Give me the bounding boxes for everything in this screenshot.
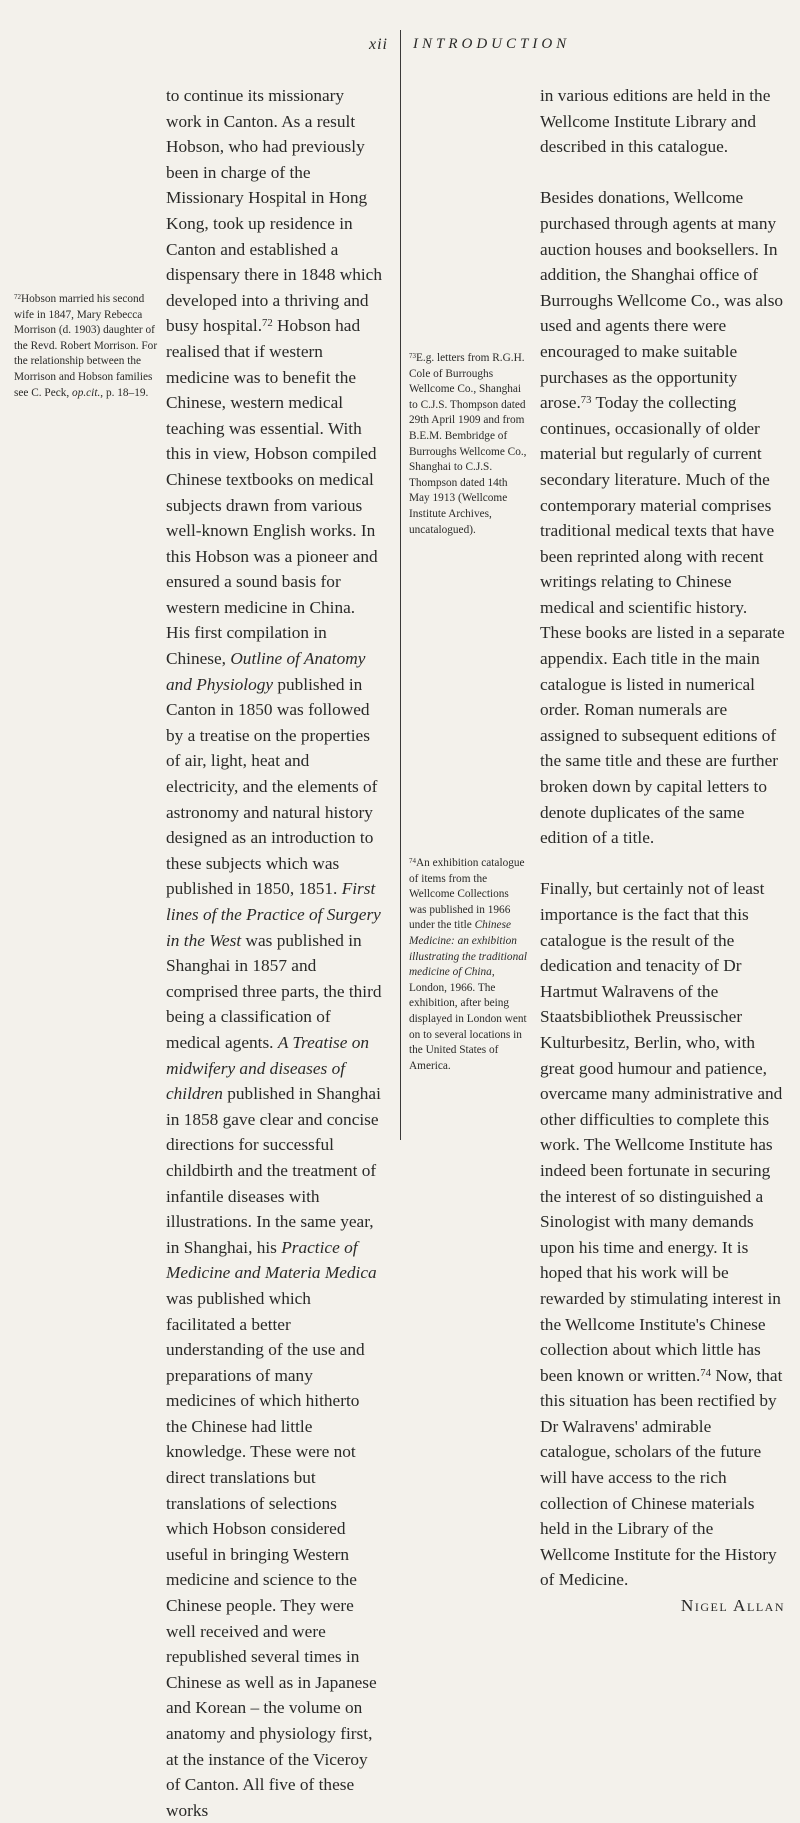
footnote-marker: 72 [14, 292, 21, 301]
book-title: Practice of Medicine and Materia Medica [166, 1237, 377, 1283]
footnote-ref-73: 73 [580, 394, 592, 407]
book-title: First lines of the Practice of Surgery in the West [166, 879, 381, 950]
footnote-74: $^{74}$An exhibition catalogue of items from the Wellcome Collections was published in 1966 under the title Chinese Medicine: an exhibition illustrating the traditional medicine of China, London, 1966. The exhibition, after being displayed in London went on to several locations in the United States of America. [409, 856, 527, 1072]
author-signature: Nigel Allan [680, 1596, 785, 1616]
right-text-column [540, 83, 785, 1619]
book-title: A Treatise on midwifery and diseases of children [166, 1032, 370, 1104]
body-paragraph: to continue its missionary work in Canton. As a result Hobson, who had previously been in charge of the Missionary Hospital in Hong Kong, took up residence in Canton and established a dispensary there in 1848 which developed into a thriving and busy hospital.$^{72}$ Hobson had realised that if western medicine was to benefit the Chinese, western medical teaching was essential. With this in view, Hobson compiled Chinese textbooks on medical subjects drawn from various well-known English works. In this Hobson was a pioneer and ensured a sound basis for western medicine in China. His first compilation in Chinese, Outline of Anatomy and Physiology published in Canton in 1850 was followed by a treatise on the properties of air, light, heat and electricity, and the elements of astronomy and natural history designed as an introduction to these subjects which was published in 1850, 1851. First lines of the Practice of Surgery in the West was published in Shanghai in 1857 and comprised three parts, the third being a classification of medical agents. A Treatise on midwifery and diseases of children published in Shanghai in 1858 gave clear and concise directions for successful childbirth and the treatment of infantile diseases with illustrations. In the same year, in Shanghai, his Practice of Medicine and Materia Medica was published which facilitated a better understanding of the use and preparations of many medicines of which hitherto the Chinese had little knowledge. These were not direct translations but translations of selections which Hobson considered useful in bringing Western medicine and science to the Chinese people. They were well received and were republished several times in Chinese as well as in Japanese and Korean – the volume on anatomy and physiology first, at the instance of the Viceroy of Canton. All five of these works [166, 86, 382, 1820]
header-divider [400, 30, 401, 80]
body-paragraph: Besides donations, Wellcome purchased through agents at many auction houses and booksellers. In addition, the Shanghai office of Burroughs Wellcome Co., was also used and agents there were encouraged to make suitable purchases as the opportunity arose.$^{73}$ Today the collecting continues, occasionally of older material but regularly of current secondary literature. Much of the contemporary material comprises traditional medical texts that have been reprinted along with recent writings relating to Chinese medical and scientific history. These books are listed in a separate appendix. Each title in the main catalogue is listed in numerical order. Roman numerals are assigned to subsequent editions of the same title and these are further broken down by capital letters to denote duplicates of the same edition of a title. [540, 188, 785, 848]
footnote-marker: 74 [409, 856, 416, 865]
running-head: INTRODUCTION [413, 36, 571, 52]
footnote-ref-74: 74 [700, 1366, 712, 1379]
body-paragraph: Finally, but certainly not of least importance is the fact that this catalogue is the result of the dedication and tenacity of Dr Hartmut Walravens of the Staatsbibliothek Preussischer Kulturbesitz, Berlin, who, with great good humour and patience, overcame many administrative and other difficulties to complete this work. The Wellcome Institute has indeed been fortunate in securing the interest of so distinguished a Sinologist with many demands upon his time and energy. It is hoped that his work will be rewarded by stimulating interest in the Wellcome Institute's Chinese collection about which little has been known or written.$^{74}$ Now, that this situation has been rectified by Dr Walravens' admirable catalogue, scholars of the future will have access to the rich collection of Chinese materials held in the Library of the Wellcome Institute for the History of Medicine. [540, 879, 783, 1590]
footnote-ref-72: 72 [262, 317, 273, 330]
column-divider [400, 80, 401, 1140]
footnote-73: $^{73}$E.g. letters from R.G.H. Cole of Burroughs Wellcome Co., Shanghai to C.J.S. Thompson dated 29th April 1909 and from B.E.M. Bembridge of Burroughs Wellcome Co., Shanghai to C.J.S. Thompson dated 14th May 1913 (Wellcome Institute Archives, uncatalogued). [409, 351, 527, 536]
book-title: Outline of Anatomy and Physiology [166, 649, 366, 694]
footnote-72: $^{72}$Hobson married his second wife in 1847, Mary Rebecca Morrison (d. 1903) daughter of the Revd. Robert Morrison. For the relationship between the Morrison and Hobson families see C. Peck, op.cit., p. 18–19. [14, 292, 158, 399]
body-paragraph: in various editions are held in the Wellcome Institute Library and described in this catalogue. [540, 86, 771, 157]
page-number: xii [369, 36, 388, 53]
footnote-marker: 73 [409, 351, 416, 360]
left-text-column [166, 83, 382, 1823]
